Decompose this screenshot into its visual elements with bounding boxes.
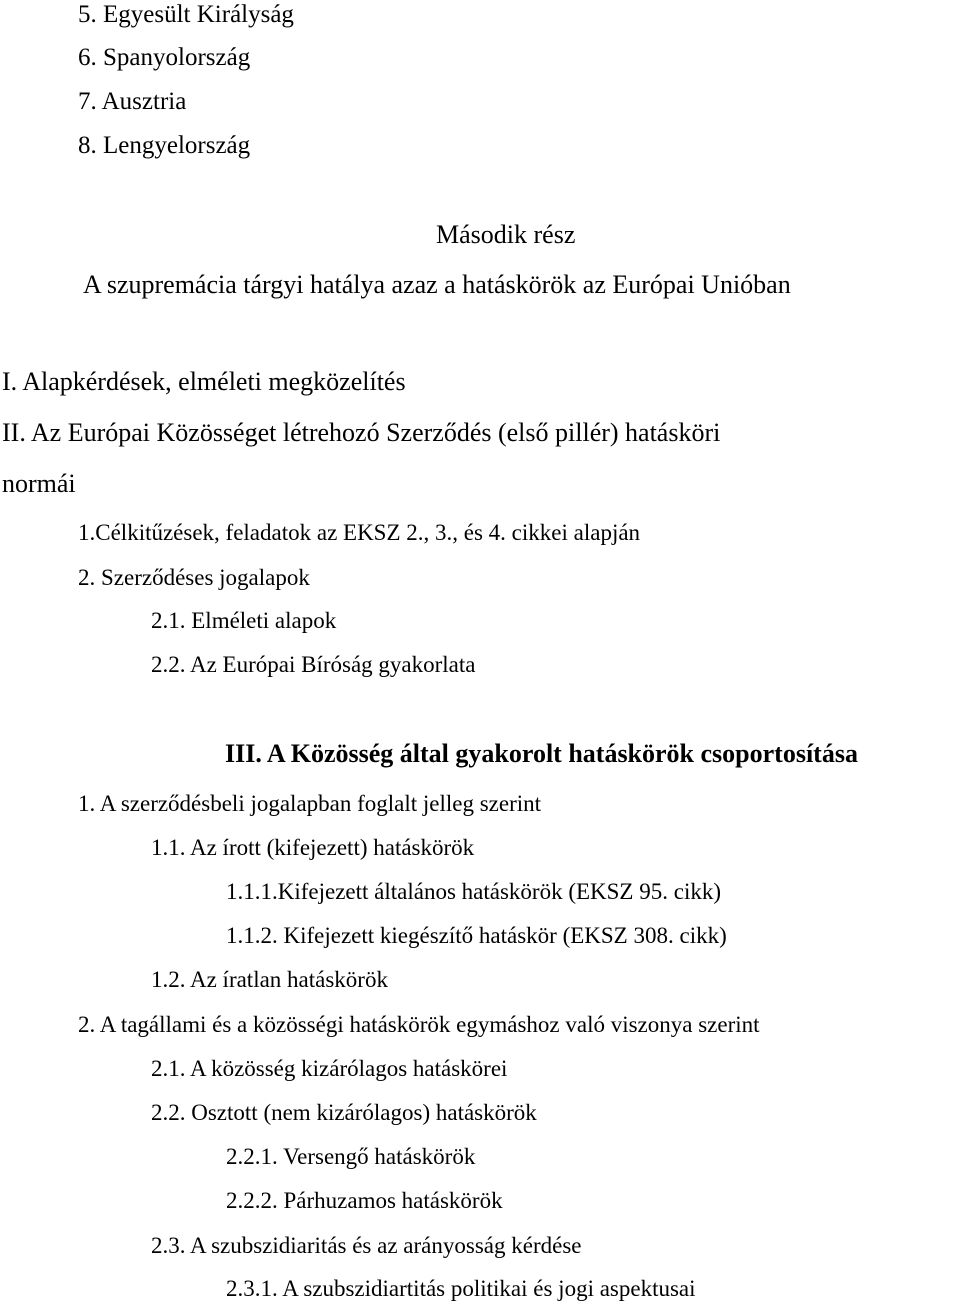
outline-item: 2.1. Elméleti alapok xyxy=(151,608,337,633)
outline-item: 2.1. A közösség kizárólagos hatáskörei xyxy=(151,1056,508,1081)
outline-item: 2. A tagállami és a közösségi hatáskörök egymáshoz való viszonya szerint xyxy=(78,1012,760,1037)
country-item: 5. Egyesült Királyság xyxy=(78,1,294,28)
outline-item: 2.3. A szubszidiaritás és az arányosság kérdése xyxy=(151,1233,582,1258)
outline-item: 2.2. Az Európai Bíróság gyakorlata xyxy=(151,652,476,677)
part-subtitle: A szupremácia tárgyi hatálya azaz a hatáskörök az Európai Unióban xyxy=(83,270,791,299)
section-heading-continued: normái xyxy=(2,469,76,498)
section-heading: II. Az Európai Közösséget létrehozó Szerződés (első pillér) hatásköri xyxy=(2,418,721,447)
part-title: Második rész xyxy=(436,220,576,249)
outline-item: 1. A szerződésbeli jogalapban foglalt jelleg szerint xyxy=(78,791,542,816)
outline-item: 2.2. Osztott (nem kizárólagos) hatáskörök xyxy=(151,1100,537,1125)
outline-item: 1.Célkitűzések, feladatok az EKSZ 2., 3., és 4. cikkei alapján xyxy=(78,520,641,545)
outline-item: 2. Szerződéses jogalapok xyxy=(78,565,310,590)
country-item: 7. Ausztria xyxy=(78,88,187,115)
country-item: 6. Spanyolország xyxy=(78,44,251,71)
outline-item: 1.2. Az íratlan hatáskörök xyxy=(151,967,388,992)
country-item: 8. Lengyelország xyxy=(78,132,251,159)
section-heading: III. A Közösség által gyakorolt hatáskörök csoportosítása xyxy=(225,739,858,768)
outline-item: 2.2.2. Párhuzamos hatáskörök xyxy=(226,1188,503,1213)
outline-item: 1.1.1.Kifejezett általános hatáskörök (EKSZ 95. cikk) xyxy=(226,879,721,904)
outline-item: 2.3.1. A szubszidiartitás politikai és jogi aspektusai xyxy=(226,1276,696,1301)
outline-item: 1.1.2. Kifejezett kiegészítő hatáskör (EKSZ 308. cikk) xyxy=(226,923,727,948)
outline-item: 2.2.1. Versengő hatáskörök xyxy=(226,1144,476,1169)
section-heading: I. Alapkérdések, elméleti megközelítés xyxy=(2,367,406,396)
outline-item: 1.1. Az írott (kifejezett) hatáskörök xyxy=(151,835,475,860)
